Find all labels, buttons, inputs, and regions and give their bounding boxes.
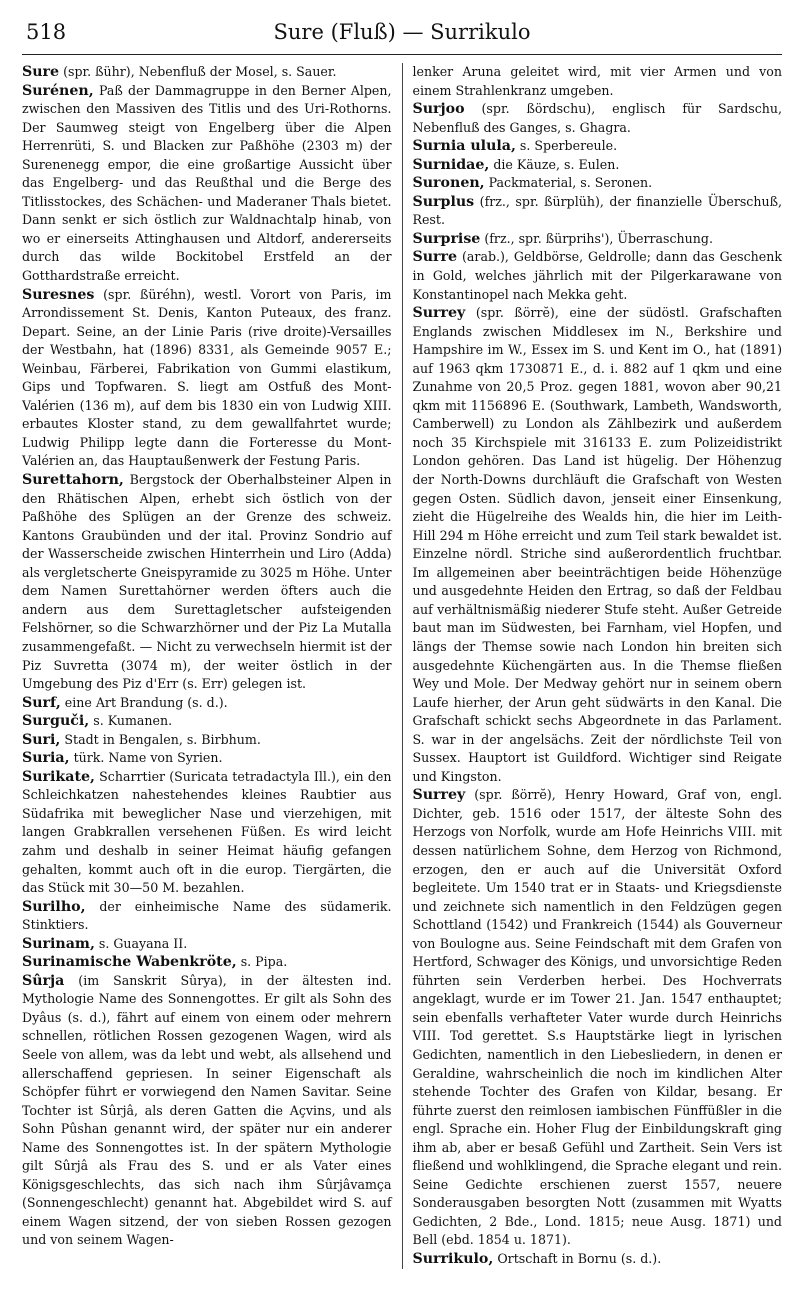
entry-headword: Surinam,	[22, 935, 95, 952]
entry-headword: Suresnes	[22, 286, 95, 303]
entry-text: s. Guayana II.	[94, 935, 188, 951]
entry-headword: Surnia ulula,	[412, 138, 516, 155]
entry-text: (spr. ßördschu), englisch für Sardschu, Nebenfluß des Ganges, s. Ghagra.	[412, 101, 782, 135]
entry-headword: Sûrja	[22, 972, 65, 989]
dictionary-entry	[22, 82, 392, 286]
entry-headword: Suri,	[22, 731, 61, 748]
dictionary-entry	[413, 248, 783, 304]
dictionary-entry	[22, 694, 392, 713]
running-title: Sure (Fluß) — Surrikulo	[273, 20, 531, 44]
entry-text: die Käuze, s. Eulen.	[489, 156, 620, 172]
entry-text: (spr. ßörrĕ), Henry Howard, Graf von, engl. Dichter, geb. 1516 oder 1517, der älteste Sohn des Herzogs von Norfolk, wurde am Hofe Heinrichs VIII. mit dessen natürlichem Sohne, dem Herzog von Richmond, erzogen, den er auch auf die Universität Oxford begleitete. Um 1540 trat er in Staats- und Kriegsdienste und zeichnete sich namentlich in den Feldzügen gegen Schottland (1542) und Frankreich (1544) als Gouverneur von Boulogne aus. Seine Feindschaft mit dem Grafen von Hertford, Schwager des Königs, und unvorsichtige Reden führten sein Verderben herbei. Des Hochverrats angeklagt, wurde er im Tower 21. Jan. 1547 enthauptet; sein ebenfalls verhafteter Vater wurde durch Heinrichs VIII. Tod gerettet. S.s Hauptstärke liegt in lyrischen Gedichten, namentlich in den Liebesliedern, in denen er Geraldine, wahrscheinlich die noch im kindlichen Alter stehende Tochter des Grafen von Kildar, besang. Er führte zuerst den reimlosen iambischen Fünffüßler in die engl. Sprache ein. Hoher Flug der Einbildungskraft ging ihm ab, aber er besaß Gefühl und Zartheit. Sein Vers ist fließend und wohlklingend, die Sprache elegant und rein. Seine Gedichte erschienen zuerst 1557, neuere Sonderausgaben besorgten Nott (zusammen mit Wyatts Gedichten, 2 Bde., Lond. 1815; neue Ausg. 1871) und Bell (ebd. 1854 u. 1871).	[412, 787, 782, 1248]
entry-headword: Surénen,	[22, 82, 94, 99]
dictionary-entry	[22, 935, 392, 954]
entry-text: Scharrtier (Suricata tetradactyla Ill.), ein den Schleichkatzen nahestehendes kleines Raubtier aus Südafrika mit beweglicher Nase und vierzehigen, mit langen Grabkrallen versehenen Füßen. Es wird leicht zahm und deshalb in seiner Heimat häufig gefangen gehalten, kommt auch oft in die europ. Tiergärten, die das Stück mit 30—50 M. bezahlen.	[22, 768, 392, 896]
dictionary-entry	[413, 230, 783, 249]
entry-text: (spr. ßörrĕ), eine der südöstl. Grafschaften Englands zwischen Middlesex im N., Berkshire und Hampshire im W., Essex im S. und Kent im O., hat (1891) auf 1963 qkm 1730871 E., d. i. 882 auf 1 qkm und eine Zunahme von 20,5 Proz. gegen 1881, wovon aber 90,21 qkm mit 1156896 E. (Southwark, Lambeth, Wandsworth, Camberwell) zu London als Zählbezirk und außerdem noch 35 Kirchspiele mit 316133 E. zum Polizeidistrikt London gehören. Das Land ist hügelig. Der Höhenzug der North-Downs durchläuft die Grafschaft von Westen gegen Osten. Südlich davon, jenseit einer Einsenkung, zieht die Hügelreihe des Wealds hin, die hier im Leith-Hill 294 m Höhe erreicht und zum Teil stark bewaldet ist. Einzelne nördl. Striche sind außerordentlich fruchtbar. Im allgemeinen aber beeinträchtigen beide Höhenzüge und ausgedehnte Heiden den Ertrag, so daß der Feldbau auf verhältnismäßig niederer Stufe steht. Außer Getreide baut man im Südwesten, bei Farnham, viel Hopfen, und längs der Themse sowie nach London hin breiten sich ausgedehnte Küchengärten aus. In die Themse fließen Wey und Mole. Der Medway gehört nur in seinem obern Laufe hierher, der Arun geht südwärts in den Kanal. Die Grafschaft schickt sechs Abgeordnete in das Parlament. S. war in der angelsächs. Zeit der nördlichste Teil von Sussex. Hauptort ist Guildford. Wichtiger sind Reigate und Kingston.	[412, 305, 782, 784]
entry-headword: Sure	[22, 64, 60, 80]
left-column	[22, 63, 403, 1269]
dictionary-entry	[413, 100, 783, 137]
entry-text: s. Sperbereule.	[515, 138, 618, 154]
entry-text: Bergstock der Oberhalbsteiner Alpen in den Rhätischen Alpen, erhebt sich östlich von der Paßhöhe des Splügen an der Grenze des schweiz. Kantons Graubünden und der ital. Provinz Sondrio auf der Wasserscheide zwischen Hinterrhein und Liro (Adda) als vergletscherte Gneispyramide zu 3025 m Höhe. Unter dem Namen Surettahörner werden öfters auch die andern aus dem Surettagletscher aufsteigenden Felshörner, so die Schwarzhörner und der Piz La Mutalla zusammengefaßt. — Nicht zu verwechseln hiermit ist der Piz Suvretta (3074 m), der weiter östlich in der Umgebung des Piz d'Err (s. Err) gelegen ist.	[22, 472, 392, 692]
dictionary-entry	[22, 953, 392, 972]
dictionary-entry	[413, 156, 783, 175]
entry-text: s. Kumanen.	[89, 713, 173, 729]
entry-text: lenker Aruna geleitet wird, mit vier Armen und von einem Strahlenkranz umgeben.	[412, 64, 782, 98]
dictionary-entry	[22, 731, 392, 750]
columns	[22, 63, 782, 1269]
entry-headword: Surrey	[412, 787, 466, 804]
dictionary-entry	[22, 768, 392, 898]
entry-headword: Surrey	[412, 305, 466, 322]
page-number: 518	[26, 20, 67, 44]
entry-headword: Surrikulo,	[412, 1251, 494, 1267]
entry-text: eine Art Brandung (s. d.).	[60, 694, 228, 710]
entry-headword: Surnidae,	[412, 156, 490, 173]
entry-text: (frz., spr. ßürplüh), der finanzielle Überschuß, Rest.	[412, 193, 782, 228]
entry-headword: Surjoo	[412, 101, 465, 118]
entry-headword: Suronen,	[412, 175, 485, 192]
entry-headword: Surilho,	[22, 898, 86, 915]
dictionary-entry	[413, 786, 783, 1250]
entry-headword: Suria,	[22, 750, 70, 767]
entry-text: türk. Name von Syrien.	[69, 750, 223, 766]
dictionary-entry	[22, 972, 392, 1250]
entry-text: (im Sanskrit Sûrya), in der ältesten ind. Mythologie Name des Sonnengottes. Er gilt als Sohn des Dyâus (s. d.), fährt auf einem von einem oder mehrern schnellen, rötlichen Rossen gezogenen Wagen, wird als Seele von allem, was da lebt und webt, als allsehend und allerschaffend gepriesen. In seiner Eigenschaft als Schöpfer führt er vorwiegend den Namen Savitar. Seine Tochter ist Sûrjâ, als deren Gatten die Açvins, und als Sohn Pûshan genannt wird, der später nur ein anderer Name des Sonnengottes ist. In der spätern Mythologie gilt Sûrjâ als Frau des S. und er als Vater eines Königsgeschlechts, das sich nach ihm Sûrjâvamça (Sonnengeschlecht) genannt hat. Abgebildet wird S. auf einem Wagen sitzend, der von sieben Rossen gezogen und von seinem Wagen-	[22, 972, 392, 1248]
entry-text: s. Pipa.	[236, 954, 288, 970]
entry-text: (spr. ßühr), Nebenfluß der Mosel, s. Sauer.	[59, 64, 337, 79]
page-header	[22, 14, 782, 55]
dictionary-entry	[22, 471, 392, 694]
dictionary-entry	[413, 174, 783, 193]
dictionary-entry	[22, 63, 392, 82]
entry-text: Ortschaft in Bornu (s. d.).	[493, 1251, 662, 1266]
dictionary-entry	[22, 749, 392, 768]
entry-headword: Surikate,	[22, 768, 95, 785]
dictionary-entry	[22, 898, 392, 935]
entry-headword: Surplus	[412, 193, 475, 210]
entry-text: (spr. ßüréhn), westl. Vorort von Paris, im Arrondissement St. Denis, Kanton Puteaux, des franz. Depart. Seine, an der Linie Paris (rive droite)-Versailles der Westbahn, hat (1896) 8331, als Gemeinde 9057 E.; Weinbau, Färberei, Fabrikation von Gummi elastikum, Gips und Topfwaren. S. liegt am Ostfuß des Mont-Valérien (136 m), auf dem bis 1830 ein von Ludwig XIII. erbautes Kloster stand, zu dem gewallfahrtet wurde; Ludwig Philipp legte dann die Forteresse du Mont-Valérien an, das Hauptaußenwerk der Festung Paris.	[22, 286, 392, 469]
entry-headword: Surprise	[412, 230, 481, 247]
dictionary-entry	[413, 63, 783, 100]
entry-text: Paß der Dammagruppe in den Berner Alpen, zwischen den Massiven des Titlis und des Uri-Rothorns. Der Saumweg steigt von Engelberg über die Alpen Herrenrüti, S. und Blacken zur Paßhöhe (2303 m) der Surenenegg empor, die eine großartige Aussicht über das Engelberg- und das Reußthal und die Berge des Titlisstockes, des Schächen- und Maderaner Thals bietet. Dann senkt er sich östlich zur Waldnachtalp hinab, von wo er einerseits Attinghausen und Altdorf, andererseits durch das wilde Bockitobel Erstfeld an der Gotthardstraße erreicht.	[22, 82, 392, 284]
entry-text: (frz., spr. ßürprihs'), Überraschung.	[480, 230, 713, 246]
dictionary-entry	[22, 712, 392, 731]
entry-headword: Surinamische Wabenkröte,	[22, 954, 237, 971]
entry-text: (arab.), Geldbörse, Geldrolle; dann das Geschenk in Gold, welches jährlich mit der Pilgerkarawane von Konstantinopel nach Mekka geht.	[412, 249, 782, 302]
entry-headword: Surettahorn,	[22, 472, 124, 489]
right-column	[403, 63, 783, 1269]
dictionary-entry	[413, 137, 783, 156]
dictionary-entry	[413, 193, 783, 230]
entry-text: Stadt in Bengalen, s. Birbhum.	[60, 731, 261, 747]
dictionary-entry	[413, 304, 783, 786]
entry-headword: Surguči,	[22, 713, 90, 730]
entry-headword: Surre	[412, 249, 458, 266]
entry-text: Packmaterial, s. Seronen.	[484, 175, 653, 191]
dictionary-entry	[22, 286, 392, 471]
entry-headword: Surf,	[22, 694, 61, 711]
dictionary-entry	[413, 1250, 783, 1269]
entry-text: der einheimische Name des südamerik. Stinktiers.	[22, 898, 392, 933]
